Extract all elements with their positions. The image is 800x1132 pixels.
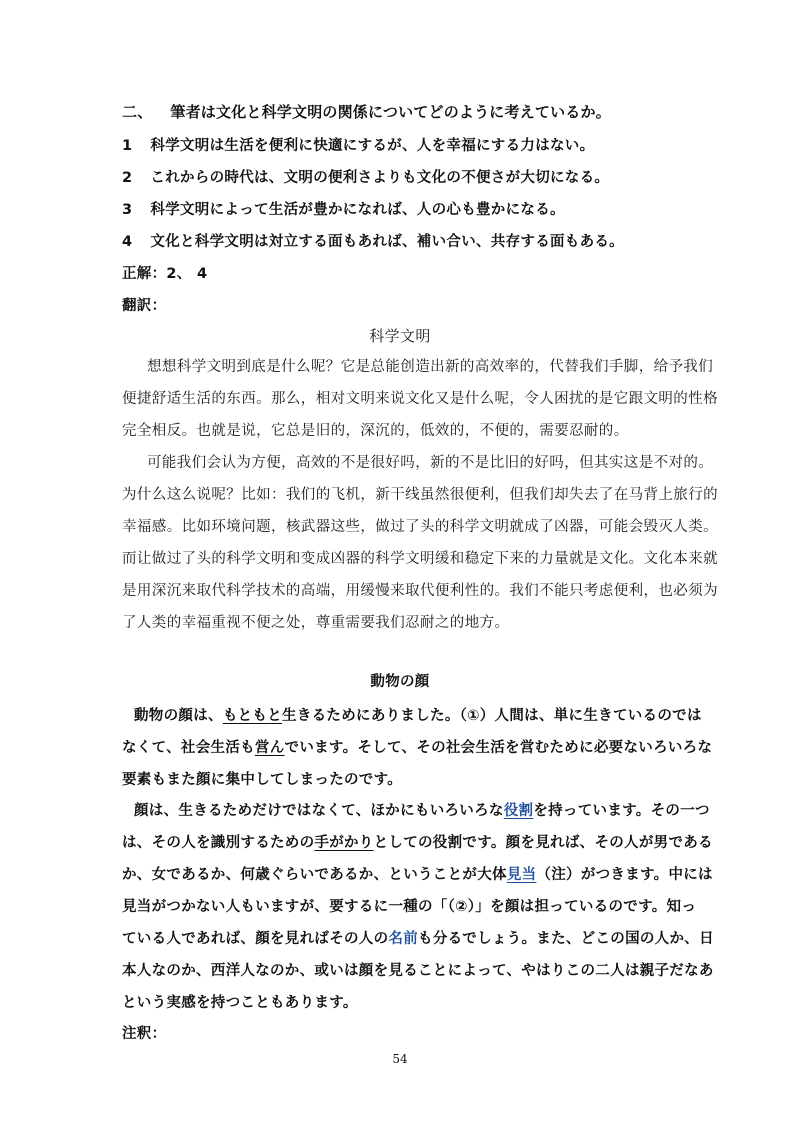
option-3 (122, 200, 565, 220)
passage-line: なくて、社会生活も営んでいます。そして、その社会生活を営むために必要ないろいろな (122, 740, 713, 756)
option-text: 科学文明は生活を便利に快適にするが、人を幸福にする力はない。 (150, 138, 595, 154)
passage-title: 動物の顔 (370, 674, 430, 690)
option-number: 3 (122, 202, 133, 218)
option-number: 1 (122, 138, 133, 154)
highlighted-word: 見当 (506, 867, 537, 883)
passage-line: 動物の顔は、もともと生きるためにありました。（①）人間は、単に生きているのでは (134, 708, 702, 724)
page-number: 54 (392, 1052, 408, 1066)
translation-line: 是用深沉来取代科学技术的高端，用缓慢来取代便利性的。我们不能只考虑便利，也必须为 (122, 583, 718, 599)
translation-title: 科学文明 (369, 327, 431, 345)
question-heading (122, 102, 611, 122)
option-4 (122, 232, 624, 252)
translation-line: 而让做过了头的科学文明和变成凶器的科学文明缓和稳定下来的力量就是文化。文化本来就 (122, 551, 718, 567)
passage-line: 顔は、生きるためだけではなくて、ほかにもいろいろな役割を持っています。その一つ (134, 803, 710, 819)
underlined-word: もともと (222, 708, 283, 724)
underlined-word: 営ん (254, 740, 285, 756)
translation-line: 想想科学文明到底是什么呢？它是总能创造出新的高效率的，代替我们手脚，给予我们 (147, 359, 714, 375)
option-1 (122, 136, 594, 156)
translation-line: 了人类的幸福重视不便之处，尊重需要我们忍耐之的地方。 (122, 615, 510, 631)
question-text: 筆者は文化と科学文明の関係についてどのように考えているか。 (170, 103, 611, 121)
passage-line: という実感を持つこともあります。 (122, 995, 358, 1011)
passage-line: 見当がつかない人もいますが、要するに一種の「（②）」を顔は担っているのです。知っ (122, 899, 697, 915)
translation-line: 幸福感。比如环境问题，核武器这些，做过了头的科学文明就成了凶器，可能会毁灭人类。 (122, 519, 718, 535)
option-text: これからの時代は、文明の便利さよりも文化の不便さが大切になる。 (150, 170, 610, 186)
translation-line: 完全相反。也就是说，它总是旧的，深沉的，低效的，不便的，需要忍耐的。 (122, 423, 629, 439)
option-number: 4 (122, 234, 133, 250)
passage-line: 要素もまた顔に集中してしまったのです。 (122, 772, 403, 788)
question-number: 二、 (122, 103, 153, 121)
translation-label: 翻訳： (122, 298, 167, 314)
passage-line: は、その人を識別するための手がかりとしての役割です。顔を見れば、その人が男である (122, 835, 713, 851)
answer-label: 正解： (122, 266, 167, 282)
option-text: 科学文明によって生活が豊かになれば、人の心も豊かになる。 (150, 202, 565, 218)
answer-line (122, 264, 207, 284)
passage-line: 本人なのか、西洋人なのか、或いは顔を見ることによって、やはりこの二人は親子だなあ (122, 963, 714, 979)
translation-line: 便捷舒适生活的东西。那么，相对文明来说文化又是什么呢，令人困扰的是它跟文明的性格 (122, 391, 718, 407)
highlighted-word: 役割 (503, 803, 534, 819)
translation-line: 可能我们会认为方便，高效的不是很好吗，新的不是比旧的好吗，但其实这是不对的。 (147, 455, 714, 471)
underlined-word: 手がかり (314, 835, 374, 851)
translation-line: 为什么这么说呢？比如：我们的飞机，新干线虽然很便利，但我们却失去了在马背上旅行的 (122, 487, 718, 503)
passage-line: か、女であるか、何歳ぐらいであるか、ということが大体見当（注）がつきます。中には (122, 867, 713, 883)
option-number: 2 (122, 170, 133, 186)
notes-label: 注釈： (122, 1026, 167, 1042)
highlighted-word: 名前 (388, 931, 419, 947)
option-2 (122, 168, 609, 188)
option-text: 文化と科学文明は対立する面もあれば、補い合い、共存する面もある。 (150, 234, 624, 250)
passage-line: ている人であれば、顔を見ればその人の名前も分るでしょう。また、どこの国の人か、日 (122, 931, 714, 947)
answer-value: 2、 4 (166, 266, 208, 282)
